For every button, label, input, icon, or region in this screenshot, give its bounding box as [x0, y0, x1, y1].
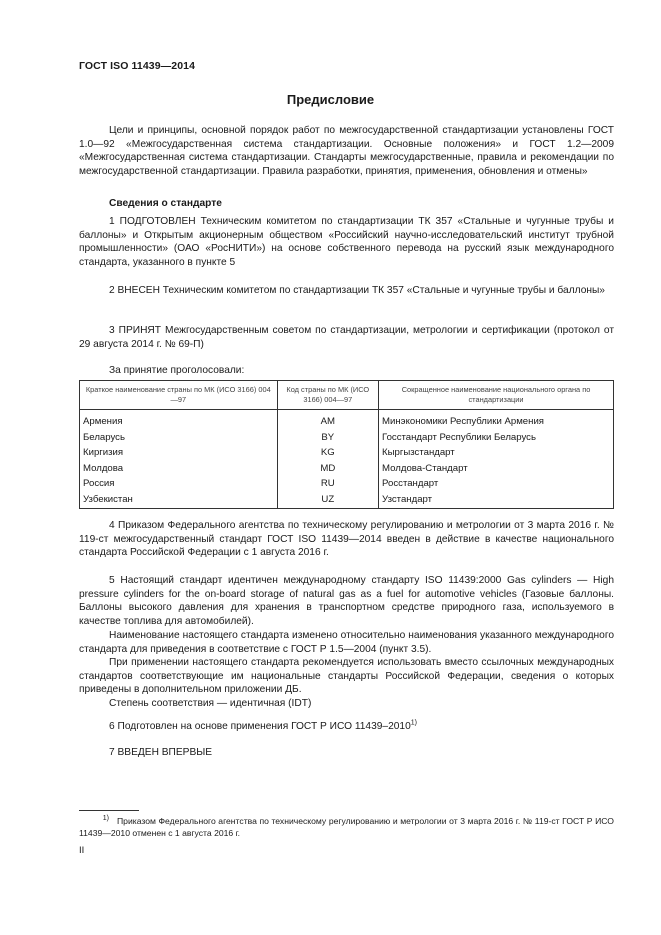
table-header-body: Сокращенное наименование национального органа по стандартизации	[379, 381, 614, 410]
item-4-paragraph: 4 Приказом Федерального агентства по техническому регулированию и метрологии от 3 марта 2016 г. № 119-ст межгосударственный стандарт ГОСТ ISO 11439—2014 введен в действие в качестве национального стандарта Российской Федерации с 1 августа 2016 г.	[79, 520, 614, 559]
table-cell-body: Росстандарт	[379, 476, 614, 492]
table-row	[80, 461, 614, 477]
footnote-divider	[79, 810, 139, 811]
item-2-paragraph: 2 ВНЕСЕН Техническим комитетом по стандартизации ТК 357 «Стальные и чугунные трубы и баллоны»	[109, 285, 605, 296]
table-cell-body: Госстандарт Республики Беларусь	[379, 430, 614, 446]
voting-table	[79, 380, 614, 509]
table-cell-body: Кыргызстандарт	[379, 445, 614, 461]
table-cell-country: Россия	[80, 476, 278, 492]
page-header: ГОСТ ISO 11439—2014	[79, 60, 196, 72]
item-5-references: При применении настоящего стандарта рекомендуется использовать вместо ссылочных международных стандартов соответствующие им национальные стандарты Российской Федерации, сведения о которых приведены в дополнительном приложении ДБ.	[79, 657, 614, 696]
table-cell-country: Узбекистан	[80, 492, 278, 509]
item-7-paragraph: 7 ВВЕДЕН ВПЕРВЫЕ	[109, 747, 213, 758]
footnote-mark: 1)	[102, 815, 109, 823]
page-number: II	[79, 845, 85, 856]
item-6-text: 6 Подготовлен на основе применения ГОСТ Р ИСО 11439–2010	[109, 721, 411, 732]
table-header-code: Код страны по МК (ИСО 3166) 004—97	[277, 381, 378, 410]
table-row	[80, 492, 614, 509]
vote-intro: За принятие проголосовали:	[109, 365, 245, 376]
item-5-conformity: Степень соответствия — идентичная (IDT)	[109, 698, 312, 709]
item-3-paragraph: 3 ПРИНЯТ Межгосударственным советом по стандартизации, метрологии и сертификации (протокол от 29 августа 2014 г. № 69-П)	[79, 325, 614, 350]
table-row	[80, 476, 614, 492]
item-6-paragraph	[79, 720, 614, 734]
page-title: Предисловие	[286, 92, 375, 107]
footnote-text: Приказом Федерального агентства по техническому регулированию и метрологии от 3 марта 2016 г. № 119-ст ГОСТ Р ИСО 11439—2010 отменен с 1 августа 2016 г.	[79, 816, 614, 838]
item-5-paragraph: 5 Настоящий стандарт идентичен международному стандарту ISO 11439:2000 Gas cylinders — High pressure cylinders for the on-board storage of natural gas as a fuel for automotive vehicles (Газовые баллоны. Баллоны высокого давления для хранения в транспортном средстве природного газа, используемого в качестве топлива для автомобилей).	[79, 575, 614, 628]
table-cell-code: RU	[277, 476, 378, 492]
table-cell-code: AM	[277, 410, 378, 430]
table-cell-code: BY	[277, 430, 378, 446]
table-cell-code: UZ	[277, 492, 378, 509]
table-row	[80, 445, 614, 461]
table-header-row	[80, 381, 614, 410]
intro-paragraph: Цели и принципы, основной порядок работ по межгосударственной стандартизации установлены ГОСТ 1.0—92 «Межгосударственная система стандартизации. Основные положения» и ГОСТ 1.2—2009 «Межгосударственная система стандартизации. Стандарты межгосударственные, правила и рекомендации по межгосударственной стандартизации. Правила разработки, принятия, применения, обновления и отмены»	[79, 125, 614, 178]
footnote	[79, 815, 614, 839]
table-cell-code: KG	[277, 445, 378, 461]
table-row	[80, 410, 614, 430]
table-cell-country: Беларусь	[80, 430, 278, 446]
table-cell-country: Молдова	[80, 461, 278, 477]
table-cell-body: Молдова-Стандарт	[379, 461, 614, 477]
table-cell-body: Узстандарт	[379, 492, 614, 509]
item-1-paragraph: 1 ПОДГОТОВЛЕН Техническим комитетом по стандартизации ТК 357 «Стальные и чугунные трубы и баллоны» и Открытым акционерным обществом «Российский научно-исследовательский институт трубной промышленности» (ОАО «РосНИТИ») на основе собственного перевода на русский язык международного стандарта, указанного в пункте 5	[79, 216, 614, 269]
footnote-reference: 1)	[410, 719, 417, 727]
table-header-country: Краткое наименование страны по МК (ИСО 3166) 004—97	[80, 381, 278, 410]
table-cell-body: Минэкономики Республики Армения	[379, 410, 614, 430]
table-row	[80, 430, 614, 446]
item-5-name-change: Наименование настоящего стандарта изменено относительно наименования указанного международного стандарта для приведения в соответствие с ГОСТ Р 1.5—2004 (пункт 3.5).	[79, 630, 614, 655]
table-cell-country: Армения	[80, 410, 278, 430]
section-subheading: Сведения о стандарте	[109, 198, 222, 209]
table-cell-code: MD	[277, 461, 378, 477]
table-cell-country: Киргизия	[80, 445, 278, 461]
